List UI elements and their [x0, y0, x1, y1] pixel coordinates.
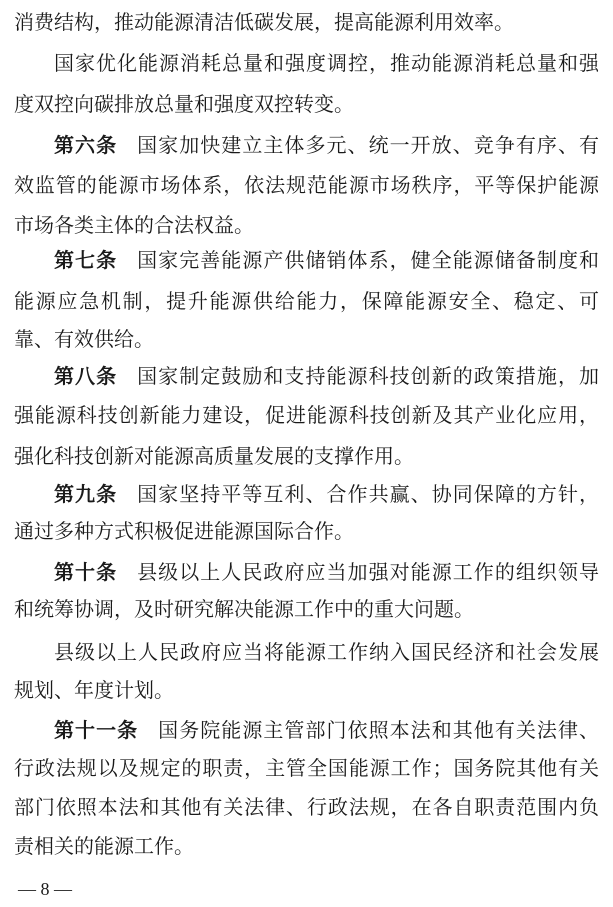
paragraph-line: 消费结构，推动能源清洁低碳发展，提高能源利用效率。 — [14, 10, 514, 34]
article-text: 国家加快建立主体多元、统一开放、竞争有序、有 — [137, 133, 599, 157]
paragraph-line: 市场各类主体的合法权益。 — [14, 213, 254, 237]
paragraph-line: 县级以上人民政府应当将能源工作纳入国民经济和社会发展 — [54, 640, 599, 664]
paragraph-line: 国家优化能源消耗总量和强度调控，推动能源消耗总量和强 — [54, 51, 599, 75]
paragraph-line: 强化科技创新对能源高质量发展的支撑作用。 — [14, 444, 414, 468]
paragraph-line: 行政法规以及规定的职责，主管全国能源工作；国务院其他有关 — [14, 756, 599, 780]
paragraph-line: 责相关的能源工作。 — [14, 834, 194, 858]
paragraph-line — [54, 248, 599, 272]
paragraph-line: 度双控向碳排放总量和强度双控转变。 — [14, 92, 354, 116]
paragraph-line: 效监管的能源市场体系，依法规范能源市场秩序，平等保护能源 — [14, 173, 599, 197]
paragraph-line: 部门依照本法和其他有关法律、行政法规，在各自职责范围内负 — [14, 795, 599, 819]
paragraph-line — [54, 133, 599, 157]
article-text: 国家坚持平等互利、合作共赢、协同保障的方针， — [137, 482, 599, 506]
article-heading: 第八条 — [54, 364, 118, 388]
article-heading: 第十一条 — [54, 718, 139, 742]
article-text: 国家完善能源产供储销体系，健全能源储备制度和 — [137, 248, 599, 272]
article-text: 县级以上人民政府应当加强对能源工作的组织领导 — [137, 560, 599, 584]
paragraph-line: 靠、有效供给。 — [14, 327, 154, 351]
paragraph-line: 和统筹协调，及时研究解决能源工作中的重大问题。 — [14, 597, 474, 621]
paragraph-line — [54, 482, 599, 506]
article-text: 国家制定鼓励和支持能源科技创新的政策措施，加 — [137, 364, 599, 388]
article-heading: 第七条 — [54, 248, 118, 272]
article-text: 国务院能源主管部门依照本法和其他有关法律、 — [158, 718, 600, 742]
paragraph-line: 强能源科技创新能力建设，促进能源科技创新及其产业化应用， — [14, 403, 599, 427]
paragraph-line: 规划、年度计划。 — [14, 678, 174, 702]
article-heading: 第十条 — [54, 560, 118, 584]
paragraph-line: 通过多种方式积极促进能源国际合作。 — [14, 519, 354, 543]
page-number: — 8 — — [18, 879, 72, 899]
paragraph-line — [54, 364, 599, 388]
article-heading: 第九条 — [54, 482, 118, 506]
paragraph-line: 能源应急机制，提升能源供给能力，保障能源安全、稳定、可 — [14, 289, 599, 313]
paragraph-line — [54, 718, 599, 742]
paragraph-line — [54, 560, 599, 584]
article-heading: 第六条 — [54, 133, 118, 157]
